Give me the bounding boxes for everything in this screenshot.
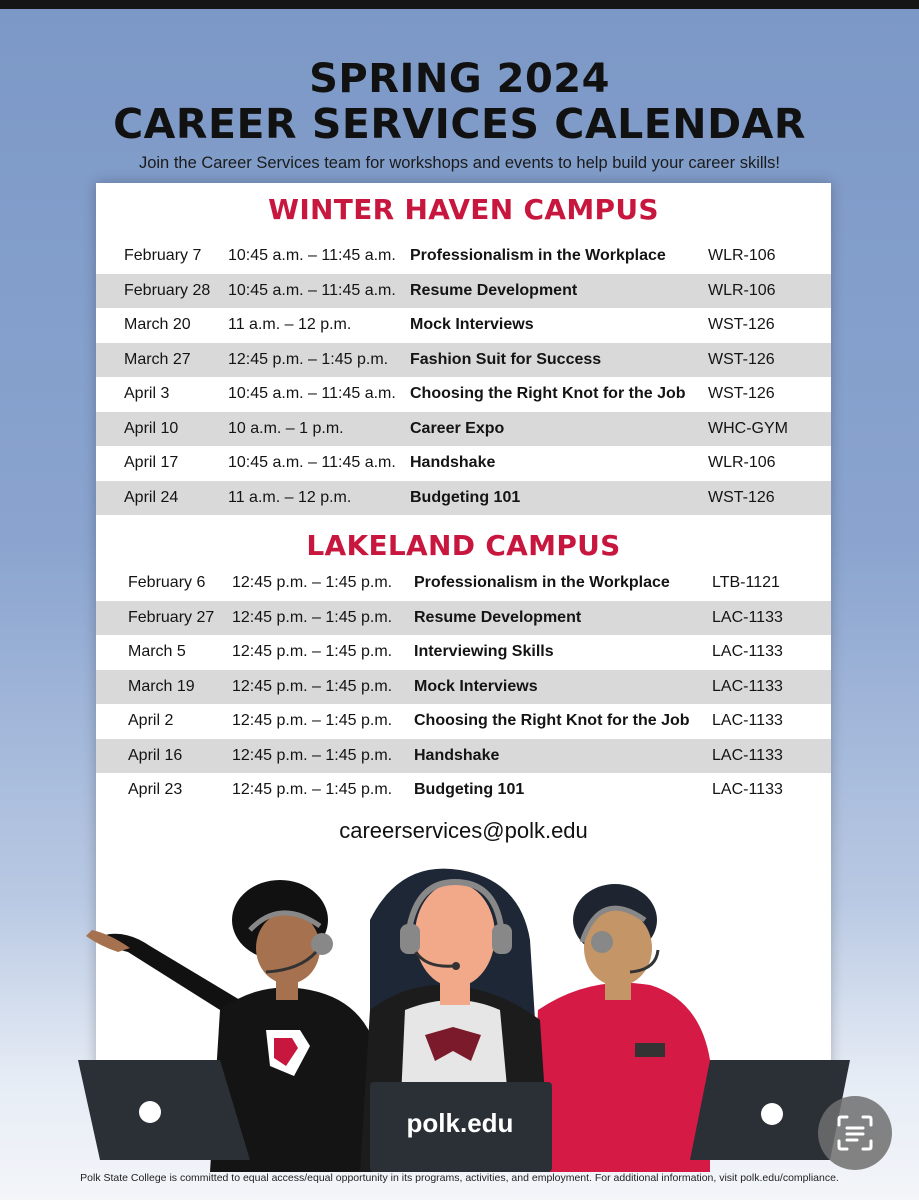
room-cell: LAC-1133	[712, 608, 783, 626]
room-cell: WST-126	[708, 316, 775, 333]
time-cell: 12:45 p.m. – 1:45 p.m.	[232, 608, 393, 626]
date-cell: February 27	[128, 608, 215, 626]
date-cell: April 16	[128, 746, 183, 764]
table-row	[96, 239, 831, 274]
right-headset-ear	[591, 931, 613, 953]
date-cell: April 17	[124, 454, 179, 471]
room-cell: WLR-106	[708, 281, 776, 299]
contact-email[interactable]: careerservices@polk.edu	[339, 818, 588, 843]
table-row	[96, 412, 831, 447]
topic-cell: Choosing the Right Knot for the Job	[410, 385, 686, 402]
date-cell: April 23	[128, 781, 183, 798]
date-cell: March 19	[128, 677, 195, 695]
topic-cell: Fashion Suit for Success	[410, 350, 602, 368]
table-row	[96, 343, 831, 378]
topic-cell: Budgeting 101	[410, 488, 521, 506]
time-cell: 12:45 p.m. – 1:45 p.m.	[232, 574, 393, 591]
room-cell: WST-126	[708, 385, 775, 402]
date-cell: April 3	[124, 385, 170, 402]
table-row	[96, 308, 831, 343]
topic-cell: Handshake	[410, 454, 496, 471]
topic-cell: Professionalism in the Workplace	[414, 574, 670, 591]
time-cell: 12:45 p.m. – 1:45 p.m.	[232, 781, 393, 798]
table-row	[96, 446, 831, 481]
center-headset-ear-left	[400, 924, 420, 954]
center-person-face	[415, 883, 495, 987]
time-cell: 11 a.m. – 12 p.m.	[228, 488, 352, 506]
room-cell: WLR-106	[708, 247, 776, 264]
time-cell: 10 a.m. – 1 p.m.	[228, 419, 344, 437]
room-cell: LAC-1133	[712, 781, 783, 798]
time-cell: 10:45 a.m. – 11:45 a.m.	[228, 281, 396, 299]
time-cell: 10:45 a.m. – 11:45 a.m.	[228, 454, 396, 471]
date-cell: April 24	[124, 488, 179, 506]
topic-cell: Interviewing Skills	[414, 643, 554, 660]
table-row	[96, 704, 831, 739]
room-cell: WST-126	[708, 350, 775, 368]
date-cell: March 20	[124, 316, 191, 333]
date-cell: April 2	[128, 712, 174, 729]
room-cell: LAC-1133	[712, 677, 783, 695]
topic-cell: Handshake	[414, 746, 500, 764]
page-subtitle: Join the Career Services team for workshops and events to help build your career skills!	[138, 154, 781, 172]
time-cell: 12:45 p.m. – 1:45 p.m.	[228, 350, 389, 368]
date-cell: April 10	[124, 419, 179, 437]
date-cell: February 28	[124, 281, 211, 299]
time-cell: 12:45 p.m. – 1:45 p.m.	[232, 677, 393, 695]
center-headset-ear-right	[492, 924, 512, 954]
table-row	[96, 739, 831, 774]
room-cell: LAC-1133	[712, 643, 783, 660]
right-person-shirt	[530, 983, 710, 1172]
date-cell: March 27	[124, 350, 191, 368]
topic-cell: Career Expo	[410, 419, 505, 437]
time-cell: 12:45 p.m. – 1:45 p.m.	[232, 712, 393, 729]
room-cell: WST-126	[708, 488, 775, 506]
winter-haven-schedule-table	[96, 239, 831, 515]
table-row	[96, 274, 831, 309]
table-row	[96, 635, 831, 670]
text-scan-button[interactable]	[818, 1096, 892, 1170]
date-cell: February 6	[128, 574, 206, 591]
time-cell: 12:45 p.m. – 1:45 p.m.	[232, 643, 393, 660]
time-cell: 12:45 p.m. – 1:45 p.m.	[232, 746, 393, 764]
table-row	[96, 566, 831, 601]
page-title-line2: CAREER SERVICES CALENDAR	[113, 100, 806, 148]
room-cell: WHC-GYM	[708, 419, 788, 437]
time-cell: 11 a.m. – 12 p.m.	[228, 316, 352, 333]
room-cell: WLR-106	[708, 454, 776, 471]
text-scan-icon	[835, 1113, 875, 1153]
room-cell: LAC-1133	[712, 746, 783, 764]
topic-cell: Resume Development	[414, 608, 582, 626]
topic-cell: Resume Development	[410, 281, 578, 299]
room-cell: LAC-1133	[712, 712, 783, 729]
footer-disclaimer: Polk State College is committed to equal access/equal opportunity in its programs, activities, and employment. For additional information, visit polk.edu/compliance.	[80, 1172, 839, 1184]
laptop-polk-edu-label: polk.edu	[406, 1108, 514, 1138]
table-row	[96, 601, 831, 636]
date-cell: March 5	[128, 643, 186, 660]
table-row	[96, 377, 831, 412]
time-cell: 10:45 a.m. – 11:45 a.m.	[228, 385, 396, 402]
time-cell: 10:45 a.m. – 11:45 a.m.	[228, 247, 396, 264]
top-status-bar	[0, 0, 919, 9]
topic-cell: Mock Interviews	[414, 677, 538, 695]
lakeland-campus-title: LAKELAND CAMPUS	[306, 529, 621, 562]
room-cell: LTB-1121	[712, 574, 780, 591]
topic-cell: Professionalism in the Workplace	[410, 247, 666, 264]
left-laptop	[78, 1060, 250, 1160]
topic-cell: Choosing the Right Knot for the Job	[414, 712, 690, 729]
winter-haven-campus-title: WINTER HAVEN CAMPUS	[268, 193, 659, 226]
page-title-line1: SPRING 2024	[309, 56, 610, 102]
topic-cell: Budgeting 101	[414, 781, 525, 798]
date-cell: February 7	[124, 247, 202, 264]
lakeland-schedule-table	[96, 566, 831, 808]
table-row	[96, 670, 831, 705]
table-row	[96, 481, 831, 516]
topic-cell: Mock Interviews	[410, 316, 534, 333]
table-row	[96, 773, 831, 808]
